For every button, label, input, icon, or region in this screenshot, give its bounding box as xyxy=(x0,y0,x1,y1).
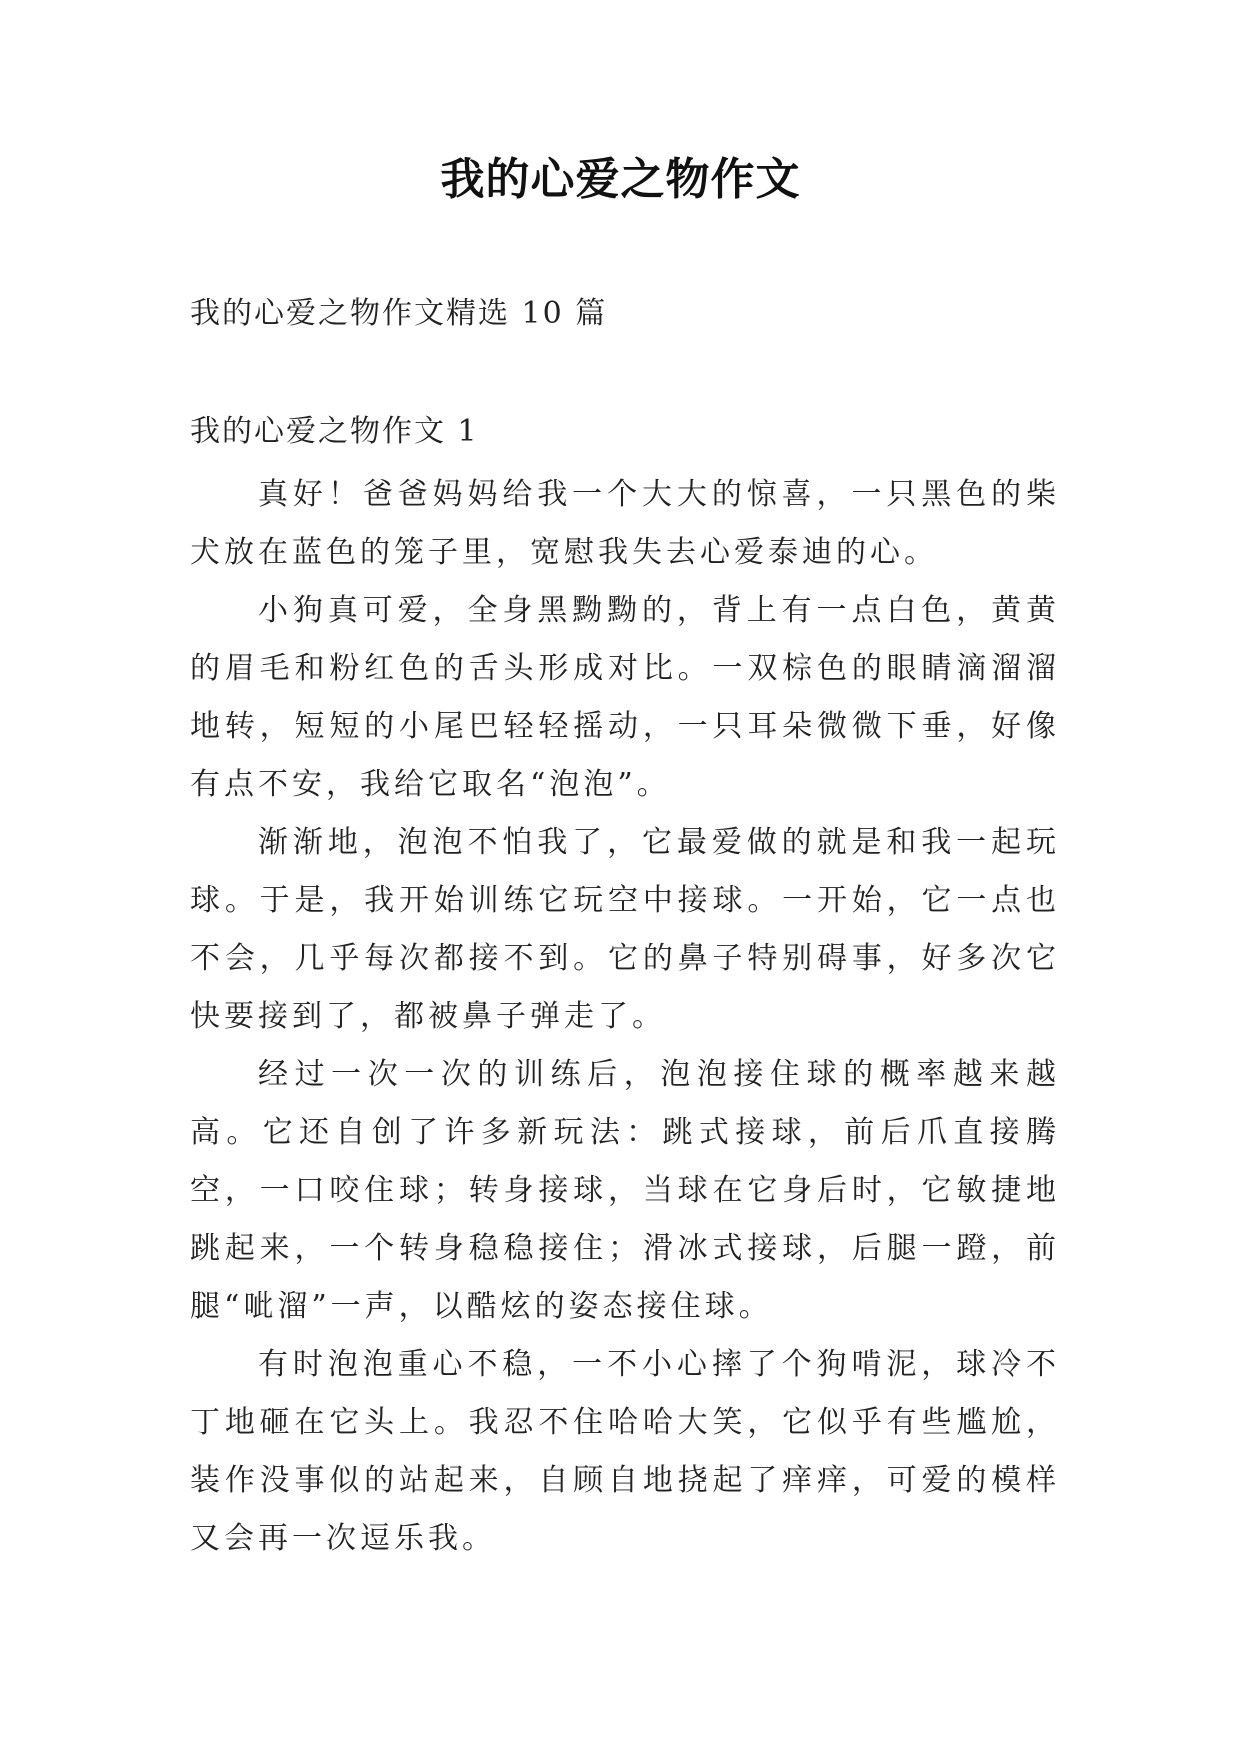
essay-body xyxy=(190,466,1060,1568)
paragraph-2: 小狗真可爱，全身黑黝黝的，背上有一点白色，黄黄的眉毛和粉红色的舌头形成对比。一双棕色的眼睛滴溜溜地转，短短的小尾巴轻轻摇动，一只耳朵微微下垂，好像有点不安，我给它取名“泡泡”。 xyxy=(190,593,1060,802)
document-title: 我的心爱之物作文 xyxy=(440,154,801,205)
document-subtitle: 我的心爱之物作文精选 10 篇 xyxy=(190,296,608,331)
paragraph-5: 有时泡泡重心不稳，一不小心摔了个狗啃泥，球冷不丁地砸在它头上。我忍不住哈哈大笑，它似乎有些尴尬，装作没事似的站起来，自顾自地挠起了痒痒，可爱的模样又会再一次逗乐我。 xyxy=(190,1347,1060,1556)
paragraph-1: 真好！爸爸妈妈给我一个大大的惊喜，一只黑色的柴犬放在蓝色的笼子里，宽慰我失去心爱泰迪的心。 xyxy=(190,477,1060,570)
paragraph-3: 渐渐地，泡泡不怕我了，它最爱做的就是和我一起玩球。于是，我开始训练它玩空中接球。一开始，它一点也不会，几乎每次都接不到。它的鼻子特别碍事，好多次它快要接到了，都被鼻子弹走了。 xyxy=(190,825,1060,1034)
paragraph-4: 经过一次一次的训练后，泡泡接住球的概率越来越高。它还自创了许多新玩法：跳式接球，前后爪直接腾空，一口咬住球；转身接球，当球在它身后时，它敏捷地跳起来，一个转身稳稳接住；滑冰式接球，后腿一蹬，前腿“呲溜”一声，以酷炫的姿态接住球。 xyxy=(190,1057,1060,1324)
section-heading: 我的心爱之物作文 1 xyxy=(190,414,479,449)
